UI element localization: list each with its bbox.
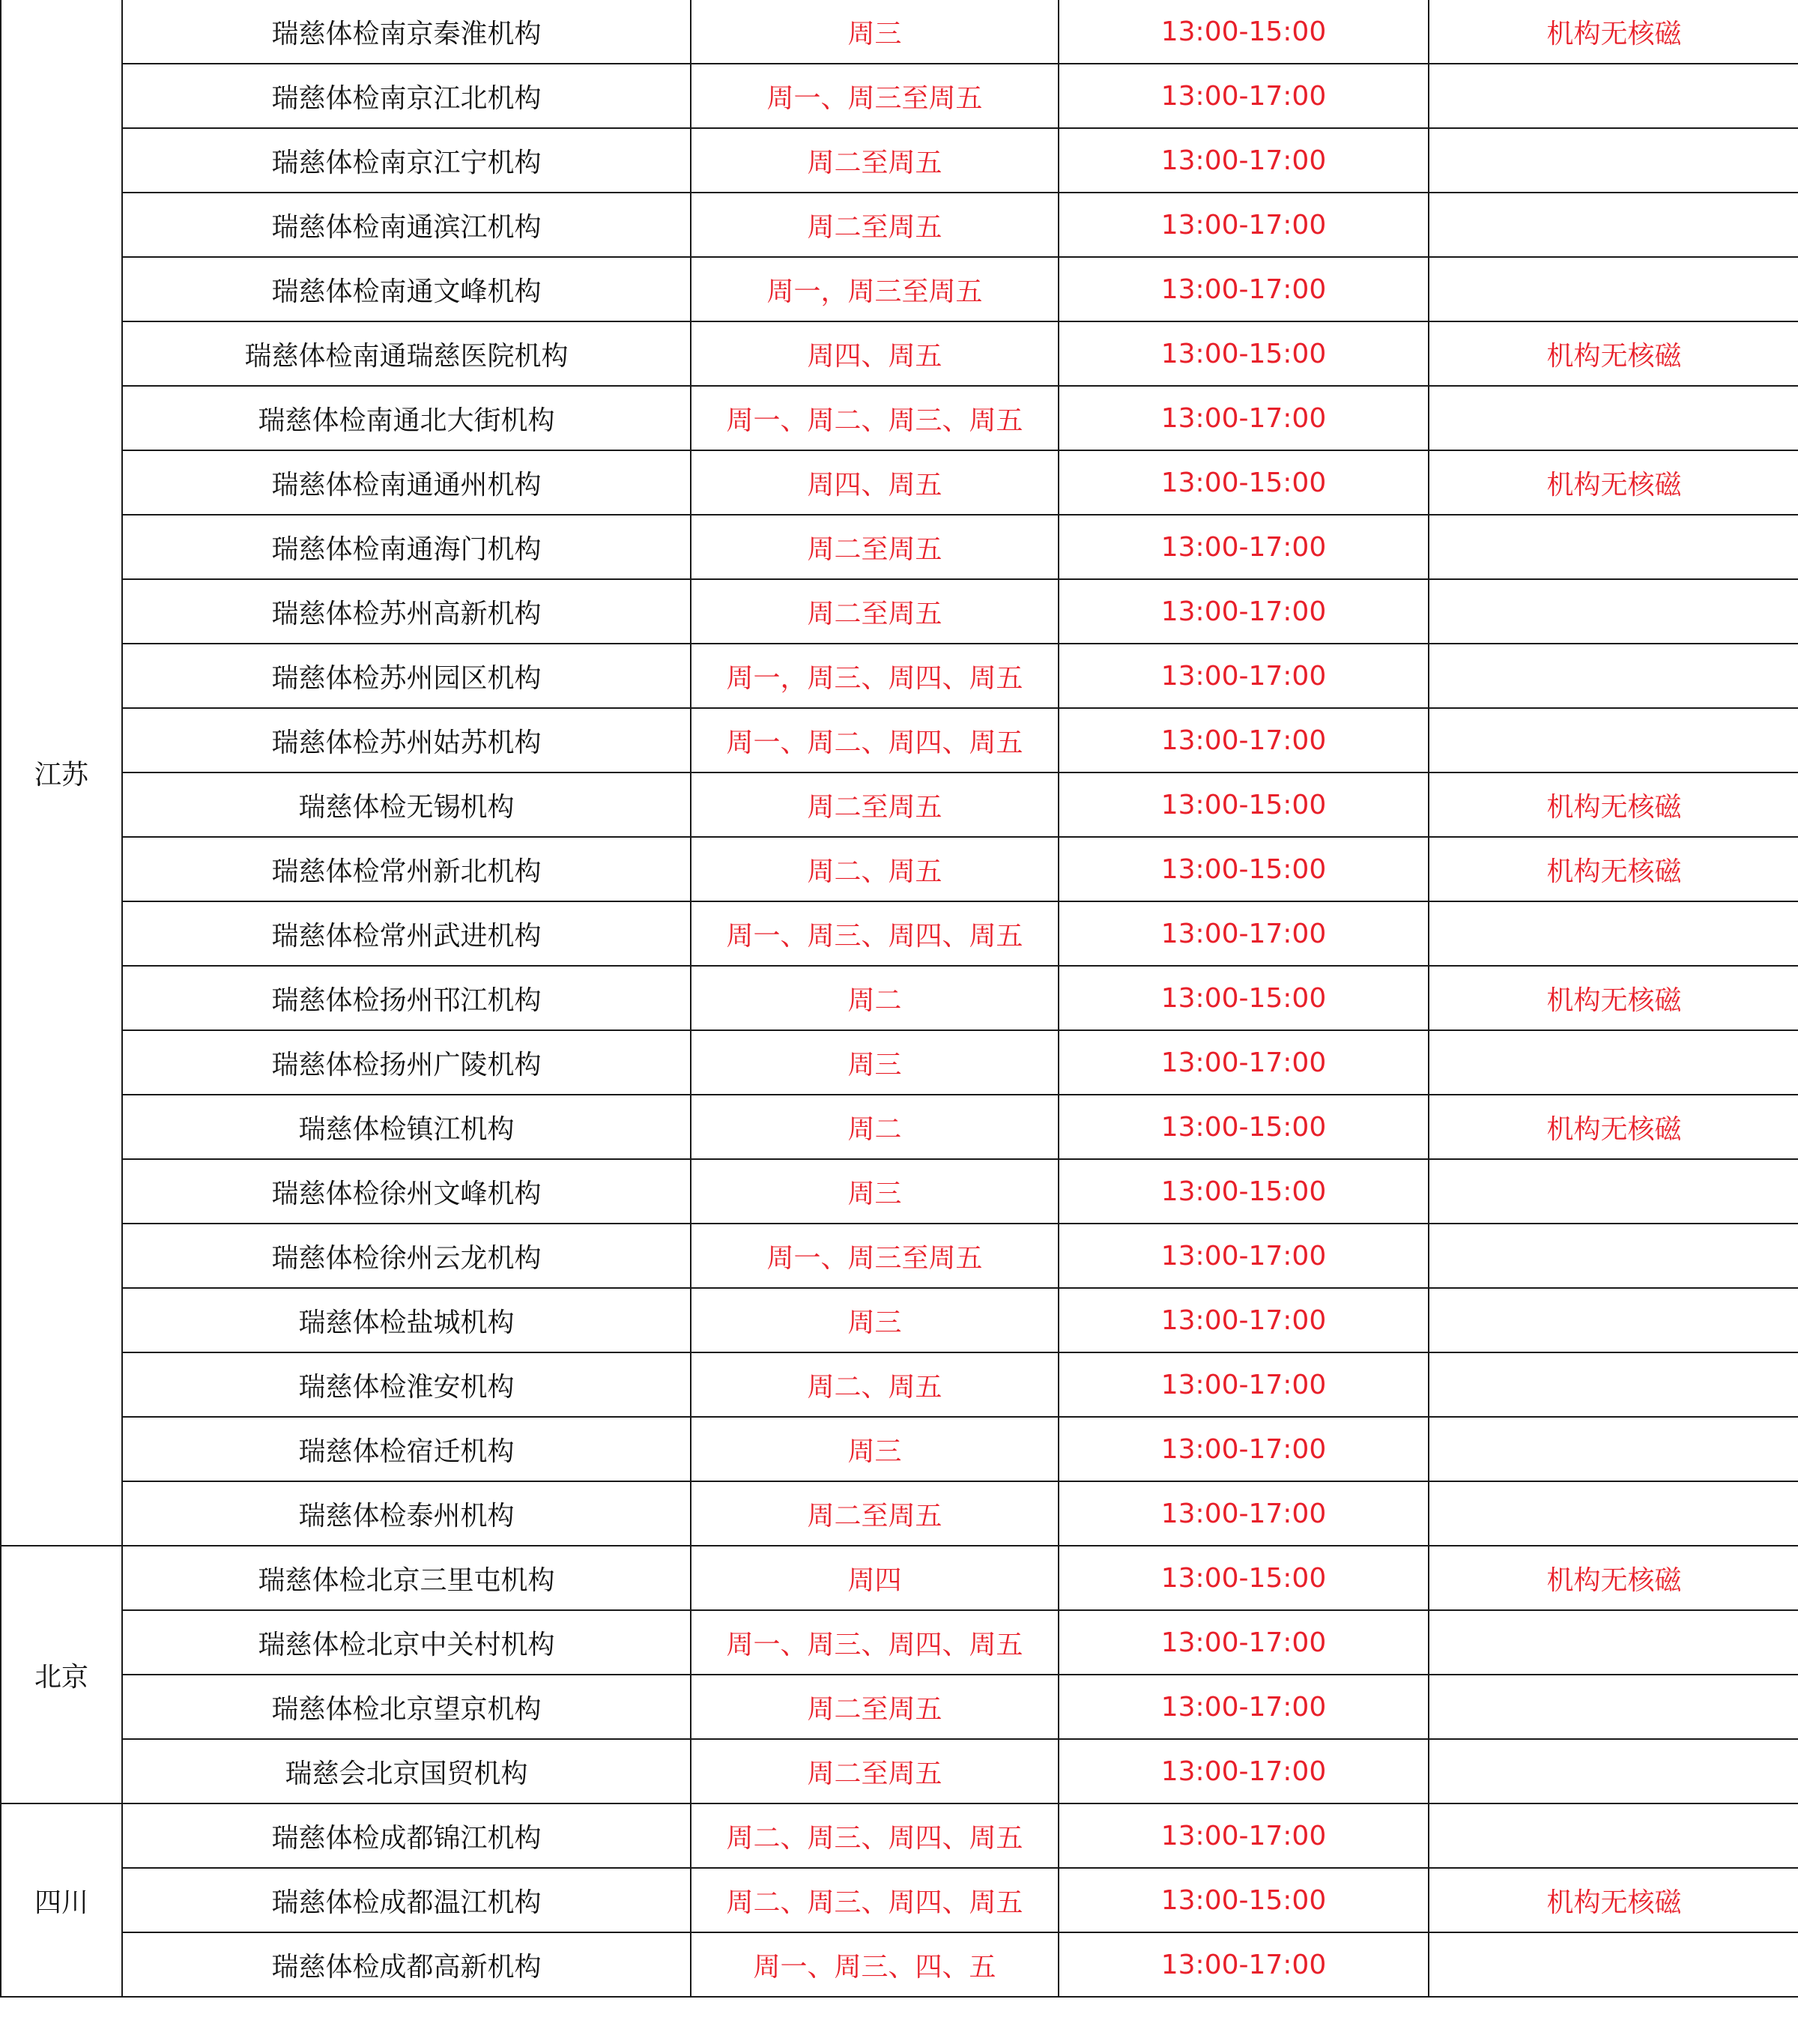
note-cell: 机构无核磁: [1429, 1095, 1798, 1159]
note-cell: [1429, 1932, 1798, 1997]
institution-cell: 瑞慈体检徐州文峰机构: [122, 1159, 691, 1224]
table-row: [1, 1546, 1798, 1610]
table-row: [1, 1352, 1798, 1417]
table-row: [1, 64, 1798, 128]
institution-cell: 瑞慈体检常州武进机构: [122, 901, 691, 966]
days-cell: 周一、周三、周四、周五: [691, 901, 1059, 966]
institution-cell: 瑞慈体检扬州邗江机构: [122, 966, 691, 1030]
time-cell: 13:00-15:00: [1059, 321, 1429, 386]
institution-cell: 瑞慈体检北京望京机构: [122, 1675, 691, 1739]
institution-cell: 瑞慈体检北京中关村机构: [122, 1610, 691, 1675]
time-cell: 13:00-15:00: [1059, 1868, 1429, 1932]
time-cell: 13:00-17:00: [1059, 1417, 1429, 1481]
time-cell: 13:00-15:00: [1059, 1095, 1429, 1159]
days-cell: 周二: [691, 1095, 1059, 1159]
days-cell: 周二至周五: [691, 772, 1059, 837]
table-row: [1, 837, 1798, 901]
days-cell: 周二至周五: [691, 193, 1059, 257]
table-row: [1, 579, 1798, 644]
table-row: [1, 386, 1798, 450]
days-cell: 周二、周三、周四、周五: [691, 1868, 1059, 1932]
note-cell: [1429, 1030, 1798, 1095]
time-cell: 13:00-17:00: [1059, 257, 1429, 321]
note-cell: 机构无核磁: [1429, 837, 1798, 901]
table-row: [1, 257, 1798, 321]
days-cell: 周二、周三、周四、周五: [691, 1803, 1059, 1868]
days-cell: 周二、周五: [691, 837, 1059, 901]
time-cell: 13:00-17:00: [1059, 1481, 1429, 1546]
note-cell: [1429, 644, 1798, 708]
days-cell: 周四: [691, 1546, 1059, 1610]
institution-cell: 瑞慈体检扬州广陵机构: [122, 1030, 691, 1095]
table-row: [1, 128, 1798, 193]
note-cell: [1429, 579, 1798, 644]
table-row: [1, 1610, 1798, 1675]
note-cell: [1429, 1481, 1798, 1546]
time-cell: 13:00-17:00: [1059, 1932, 1429, 1997]
table-row: [1, 1417, 1798, 1481]
days-cell: 周一、周三、四、五: [691, 1932, 1059, 1997]
days-cell: 周四、周五: [691, 321, 1059, 386]
note-cell: [1429, 1417, 1798, 1481]
note-cell: [1429, 1675, 1798, 1739]
institution-cell: 瑞慈体检泰州机构: [122, 1481, 691, 1546]
note-cell: 机构无核磁: [1429, 1868, 1798, 1932]
institution-cell: 瑞慈体检南通北大街机构: [122, 386, 691, 450]
note-cell: [1429, 515, 1798, 579]
note-cell: [1429, 128, 1798, 193]
note-cell: [1429, 1352, 1798, 1417]
institution-cell: 瑞慈体检成都高新机构: [122, 1932, 691, 1997]
days-cell: 周二至周五: [691, 515, 1059, 579]
note-cell: 机构无核磁: [1429, 772, 1798, 837]
table-row: [1, 1803, 1798, 1868]
table-row: [1, 901, 1798, 966]
time-cell: 13:00-17:00: [1059, 901, 1429, 966]
table-row: [1, 772, 1798, 837]
note-cell: 机构无核磁: [1429, 450, 1798, 515]
time-cell: 13:00-17:00: [1059, 1288, 1429, 1352]
time-cell: 13:00-17:00: [1059, 386, 1429, 450]
table-row: [1, 1932, 1798, 1997]
institution-cell: 瑞慈体检南通滨江机构: [122, 193, 691, 257]
days-cell: 周二: [691, 966, 1059, 1030]
note-cell: [1429, 1610, 1798, 1675]
institution-cell: 瑞慈体检镇江机构: [122, 1095, 691, 1159]
time-cell: 13:00-15:00: [1059, 966, 1429, 1030]
note-cell: [1429, 193, 1798, 257]
days-cell: 周二、周五: [691, 1352, 1059, 1417]
table-row: [1, 1675, 1798, 1739]
institution-cell: 瑞慈体检淮安机构: [122, 1352, 691, 1417]
institution-cell: 瑞慈体检成都锦江机构: [122, 1803, 691, 1868]
time-cell: 13:00-17:00: [1059, 128, 1429, 193]
table-row: [1, 450, 1798, 515]
region-cell: 四川: [1, 1803, 122, 1997]
time-cell: 13:00-17:00: [1059, 1739, 1429, 1803]
institution-cell: 瑞慈体检盐城机构: [122, 1288, 691, 1352]
days-cell: 周二至周五: [691, 1481, 1059, 1546]
time-cell: 13:00-17:00: [1059, 1030, 1429, 1095]
days-cell: 周三: [691, 1417, 1059, 1481]
table-row: [1, 321, 1798, 386]
table-row: [1, 966, 1798, 1030]
time-cell: 13:00-17:00: [1059, 708, 1429, 772]
days-cell: 周二至周五: [691, 579, 1059, 644]
days-cell: 周一、周二、周三、周五: [691, 386, 1059, 450]
time-cell: 13:00-15:00: [1059, 0, 1429, 64]
institution-cell: 瑞慈体检苏州姑苏机构: [122, 708, 691, 772]
table-row: [1, 1159, 1798, 1224]
days-cell: 周一、周三、周四、周五: [691, 1610, 1059, 1675]
institution-cell: 瑞慈体检南通通州机构: [122, 450, 691, 515]
institution-cell: 瑞慈体检无锡机构: [122, 772, 691, 837]
note-cell: [1429, 257, 1798, 321]
table-row: [1, 193, 1798, 257]
note-cell: [1429, 386, 1798, 450]
table-row: [1, 1095, 1798, 1159]
days-cell: 周一，周三、周四、周五: [691, 644, 1059, 708]
table-row: [1, 1868, 1798, 1932]
time-cell: 13:00-17:00: [1059, 579, 1429, 644]
time-cell: 13:00-17:00: [1059, 1352, 1429, 1417]
institution-cell: 瑞慈体检南通海门机构: [122, 515, 691, 579]
institution-cell: 瑞慈体检南京秦淮机构: [122, 0, 691, 64]
days-cell: 周三: [691, 1288, 1059, 1352]
days-cell: 周二至周五: [691, 128, 1059, 193]
note-cell: [1429, 708, 1798, 772]
institution-cell: 瑞慈体检成都温江机构: [122, 1868, 691, 1932]
note-cell: [1429, 1739, 1798, 1803]
table-row: [1, 515, 1798, 579]
institution-cell: 瑞慈体检南通瑞慈医院机构: [122, 321, 691, 386]
note-cell: [1429, 64, 1798, 128]
institution-cell: 瑞慈体检南京江北机构: [122, 64, 691, 128]
days-cell: 周一、周三至周五: [691, 1224, 1059, 1288]
institution-cell: 瑞慈体检南通文峰机构: [122, 257, 691, 321]
note-cell: [1429, 1803, 1798, 1868]
table-row: [1, 644, 1798, 708]
region-cell: 北京: [1, 1546, 122, 1803]
region-cell: 江苏: [1, 0, 122, 1546]
days-cell: 周三: [691, 1159, 1059, 1224]
note-cell: [1429, 1288, 1798, 1352]
note-cell: [1429, 901, 1798, 966]
note-cell: 机构无核磁: [1429, 966, 1798, 1030]
time-cell: 13:00-17:00: [1059, 64, 1429, 128]
days-cell: 周四、周五: [691, 450, 1059, 515]
table-row: [1, 1288, 1798, 1352]
days-cell: 周一，周三至周五: [691, 257, 1059, 321]
institution-cell: 瑞慈体检宿迁机构: [122, 1417, 691, 1481]
institution-cell: 瑞慈体检常州新北机构: [122, 837, 691, 901]
note-cell: 机构无核磁: [1429, 1546, 1798, 1610]
institution-cell: 瑞慈会北京国贸机构: [122, 1739, 691, 1803]
time-cell: 13:00-17:00: [1059, 515, 1429, 579]
table-row: [1, 1739, 1798, 1803]
time-cell: 13:00-15:00: [1059, 1546, 1429, 1610]
time-cell: 13:00-15:00: [1059, 772, 1429, 837]
table-row: [1, 708, 1798, 772]
note-cell: [1429, 1159, 1798, 1224]
days-cell: 周三: [691, 1030, 1059, 1095]
institution-cell: 瑞慈体检徐州云龙机构: [122, 1224, 691, 1288]
note-cell: [1429, 1224, 1798, 1288]
institution-cell: 瑞慈体检南京江宁机构: [122, 128, 691, 193]
time-cell: 13:00-17:00: [1059, 1803, 1429, 1868]
note-cell: 机构无核磁: [1429, 0, 1798, 64]
days-cell: 周一、周三至周五: [691, 64, 1059, 128]
days-cell: 周三: [691, 0, 1059, 64]
note-cell: 机构无核磁: [1429, 321, 1798, 386]
table-row: [1, 1224, 1798, 1288]
time-cell: 13:00-17:00: [1059, 1224, 1429, 1288]
schedule-table-body: [1, 0, 1798, 1997]
time-cell: 13:00-17:00: [1059, 1675, 1429, 1739]
table-row: [1, 0, 1798, 64]
time-cell: 13:00-15:00: [1059, 837, 1429, 901]
time-cell: 13:00-17:00: [1059, 1610, 1429, 1675]
time-cell: 13:00-15:00: [1059, 1159, 1429, 1224]
time-cell: 13:00-17:00: [1059, 193, 1429, 257]
days-cell: 周二至周五: [691, 1739, 1059, 1803]
institution-cell: 瑞慈体检苏州园区机构: [122, 644, 691, 708]
table-row: [1, 1030, 1798, 1095]
institution-cell: 瑞慈体检苏州高新机构: [122, 579, 691, 644]
institution-cell: 瑞慈体检北京三里屯机构: [122, 1546, 691, 1610]
table-row: [1, 1481, 1798, 1546]
days-cell: 周二至周五: [691, 1675, 1059, 1739]
time-cell: 13:00-15:00: [1059, 450, 1429, 515]
days-cell: 周一、周二、周四、周五: [691, 708, 1059, 772]
time-cell: 13:00-17:00: [1059, 644, 1429, 708]
